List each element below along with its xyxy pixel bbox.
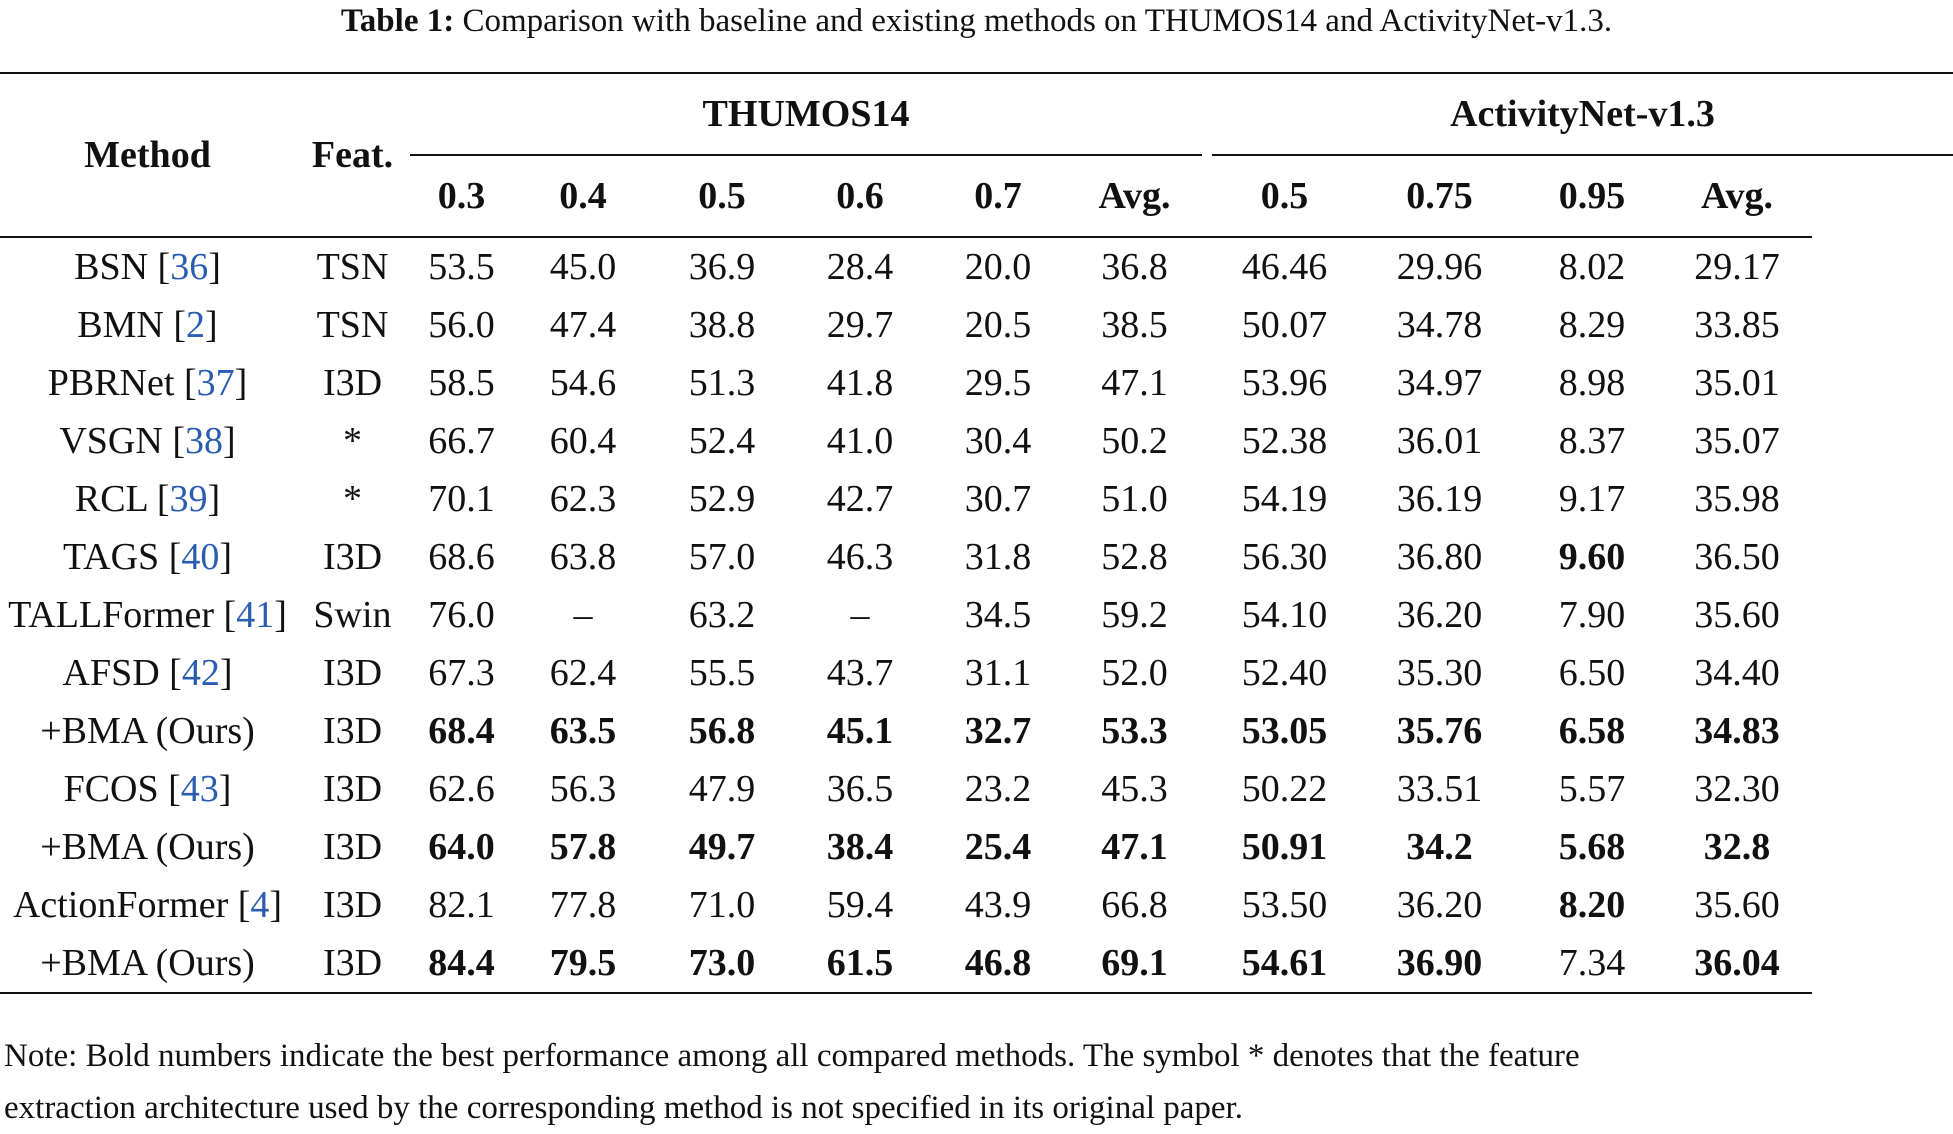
method-cell: TALLFormer [41] xyxy=(8,594,287,636)
method-name: TALLFormer xyxy=(8,594,215,636)
thumos-value-cell: 45.0 xyxy=(549,246,617,288)
thumos-value-cell: 45.1 xyxy=(826,710,894,752)
anet-value-cell: 8.29 xyxy=(1558,304,1626,346)
anet-value-cell: 36.80 xyxy=(1396,536,1483,578)
feature-cell: I3D xyxy=(295,934,410,993)
thumos-value-cell: 54.6 xyxy=(549,362,617,404)
thumos-value-cell: 36.8 xyxy=(1101,246,1168,288)
thumos-value-cell: 69.1 xyxy=(1067,934,1202,993)
table-row xyxy=(0,702,1953,760)
method-name: BSN xyxy=(74,246,149,288)
column-gap xyxy=(1202,644,1212,702)
thumos-value-cell: 29.5 xyxy=(964,362,1032,404)
thumos-value-cell: 36.5 xyxy=(826,768,894,810)
method-name: BMN xyxy=(77,304,164,346)
thumos-value-cell: – xyxy=(573,594,593,636)
anet-value-cell: 8.20 xyxy=(1558,884,1626,926)
method-cell: FCOS [43] xyxy=(63,768,232,810)
anet-value-cell: 36.50 xyxy=(1694,536,1780,578)
thumos-value-cell: – xyxy=(850,594,870,636)
method-cell: ActionFormer [4] xyxy=(12,884,283,926)
anet-value-cell: 7.34 xyxy=(1522,934,1662,993)
anet-value-cell: 46.46 xyxy=(1241,246,1328,288)
feature-cell: I3D xyxy=(322,652,383,694)
anet-value-cell: 29.17 xyxy=(1694,246,1780,288)
header-thumos-col: 0.6 xyxy=(791,155,929,237)
thumos-value-cell: 47.1 xyxy=(1101,826,1168,868)
header-thumos-col: 0.5 xyxy=(653,155,791,237)
feature-cell: TSN xyxy=(316,304,389,346)
method-name: +BMA (Ours) xyxy=(40,710,255,752)
thumos-value-cell: 42.7 xyxy=(826,478,894,520)
feature-cell: * xyxy=(343,478,362,520)
column-gap xyxy=(1202,586,1212,644)
thumos-value-cell: 47.9 xyxy=(688,768,756,810)
thumos-value-cell: 61.5 xyxy=(791,934,929,993)
anet-value-cell: 54.61 xyxy=(1212,934,1357,993)
thumos-value-cell: 62.4 xyxy=(549,652,617,694)
method-cell: RCL [39] xyxy=(74,478,221,520)
column-gap xyxy=(1202,760,1212,818)
anet-value-cell: 32.30 xyxy=(1694,768,1780,810)
caption-label: Table 1: xyxy=(340,3,455,39)
thumos-value-cell: 60.4 xyxy=(549,420,617,462)
citation-link[interactable]: 42 xyxy=(181,652,220,694)
method-name: +BMA (Ours) xyxy=(40,942,255,984)
thumos-value-cell: 57.0 xyxy=(688,536,756,578)
thumos-value-cell: 52.4 xyxy=(688,420,756,462)
column-gap xyxy=(1202,528,1212,586)
method-cell xyxy=(0,934,295,993)
method-name: FCOS xyxy=(63,768,159,810)
column-gap xyxy=(1202,876,1212,934)
anet-value-cell: 35.98 xyxy=(1694,478,1780,520)
thumos-value-cell: 29.7 xyxy=(826,304,894,346)
anet-value-cell: 5.68 xyxy=(1558,826,1626,868)
thumos-value-cell: 84.4 xyxy=(410,934,513,993)
anet-value-cell: 50.07 xyxy=(1241,304,1328,346)
anet-value-cell: 53.05 xyxy=(1241,710,1328,752)
table-note xyxy=(4,1030,1949,1134)
table-row xyxy=(0,470,1953,528)
feature-cell: I3D xyxy=(322,710,383,752)
column-gap xyxy=(1202,354,1212,412)
thumos-value-cell: 56.8 xyxy=(688,710,756,752)
column-gap xyxy=(1202,702,1212,760)
anet-value-cell: 36.20 xyxy=(1396,594,1483,636)
thumos-value-cell: 52.8 xyxy=(1101,536,1168,578)
note-line-1: Note: Bold numbers indicate the best performance among all compared methods. The symbol * denotes that the feature xyxy=(4,1038,1580,1074)
column-gap xyxy=(1202,296,1212,354)
column-gap xyxy=(1202,470,1212,528)
citation-link[interactable]: 2 xyxy=(186,304,206,346)
method-cell xyxy=(0,818,295,876)
header-thumos-col: 0.4 xyxy=(513,155,653,237)
citation-link[interactable]: 36 xyxy=(170,246,209,288)
table-row xyxy=(0,586,1953,644)
feature-cell: TSN xyxy=(316,246,389,288)
thumos-value-cell: 53.5 xyxy=(428,246,495,288)
thumos-value-cell: 59.4 xyxy=(826,884,894,926)
results-table xyxy=(0,72,1953,994)
thumos-value-cell: 43.9 xyxy=(964,884,1032,926)
feature-cell: I3D xyxy=(322,884,383,926)
feature-cell: * xyxy=(343,420,362,462)
thumos-value-cell: 47.4 xyxy=(549,304,617,346)
thumos-value-cell: 57.8 xyxy=(549,826,617,868)
anet-value-cell: 7.90 xyxy=(1558,594,1626,636)
anet-value-cell: 36.19 xyxy=(1396,478,1483,520)
method-cell xyxy=(0,702,295,760)
thumos-value-cell: 38.5 xyxy=(1101,304,1168,346)
thumos-value-cell: 28.4 xyxy=(826,246,894,288)
table-row xyxy=(0,876,1953,934)
anet-value-cell: 6.58 xyxy=(1558,710,1626,752)
anet-value-cell: 35.76 xyxy=(1396,710,1483,752)
thumos-value-cell: 71.0 xyxy=(688,884,756,926)
thumos-value-cell: 32.7 xyxy=(964,710,1032,752)
thumos-value-cell: 20.5 xyxy=(964,304,1032,346)
anet-value-cell: 50.91 xyxy=(1241,826,1328,868)
anet-value-cell: 36.20 xyxy=(1396,884,1483,926)
citation-link[interactable]: 4 xyxy=(250,884,270,926)
table-caption xyxy=(0,0,1953,42)
anet-value-cell: 29.96 xyxy=(1396,246,1483,288)
thumos-value-cell: 46.3 xyxy=(826,536,894,578)
thumos-value-cell: 55.5 xyxy=(688,652,756,694)
thumos-value-cell: 82.1 xyxy=(428,884,495,926)
anet-value-cell: 33.51 xyxy=(1396,768,1483,810)
method-name: AFSD xyxy=(62,652,160,694)
feature-cell: Swin xyxy=(313,594,392,636)
header-anet-col: 0.5 xyxy=(1212,155,1357,237)
anet-value-cell: 54.10 xyxy=(1241,594,1328,636)
thumos-value-cell: 66.7 xyxy=(428,420,495,462)
thumos-value-cell: 52.0 xyxy=(1101,652,1168,694)
header-thumos-col: Avg. xyxy=(1067,155,1202,237)
anet-value-cell: 8.02 xyxy=(1558,246,1626,288)
citation-link[interactable]: 40 xyxy=(181,536,220,578)
anet-value-cell: 52.38 xyxy=(1241,420,1328,462)
header-group-activitynet: ActivityNet-v1.3 xyxy=(1212,73,1953,155)
table-body xyxy=(0,237,1953,993)
thumos-value-cell: 20.0 xyxy=(964,246,1032,288)
header-group-thumos14: THUMOS14 xyxy=(410,73,1202,155)
thumos-value-cell: 38.8 xyxy=(688,304,756,346)
thumos-value-cell: 63.2 xyxy=(688,594,756,636)
thumos-value-cell: 67.3 xyxy=(428,652,495,694)
thumos-value-cell: 51.3 xyxy=(688,362,756,404)
anet-value-cell: 54.19 xyxy=(1241,478,1328,520)
anet-value-cell: 35.01 xyxy=(1694,362,1780,404)
anet-value-cell: 56.30 xyxy=(1241,536,1328,578)
anet-value-cell: 5.57 xyxy=(1558,768,1626,810)
anet-value-cell: 35.30 xyxy=(1396,652,1483,694)
method-cell: AFSD [42] xyxy=(62,652,233,694)
thumos-value-cell: 73.0 xyxy=(653,934,791,993)
anet-value-cell: 34.2 xyxy=(1406,826,1473,868)
anet-value-cell: 53.96 xyxy=(1241,362,1328,404)
table-row xyxy=(0,237,1953,296)
anet-value-cell: 34.83 xyxy=(1694,710,1780,752)
thumos-value-cell: 56.0 xyxy=(428,304,495,346)
method-cell: TAGS [40] xyxy=(63,536,232,578)
anet-value-cell: 32.8 xyxy=(1703,826,1771,868)
note-line-2: extraction architecture used by the corresponding method is not specified in its original paper. xyxy=(4,1090,1243,1126)
table-row xyxy=(0,354,1953,412)
thumos-value-cell: 49.7 xyxy=(688,826,756,868)
thumos-value-cell: 31.8 xyxy=(964,536,1032,578)
method-name: RCL xyxy=(74,478,148,520)
method-cell: VSGN [38] xyxy=(59,420,236,462)
header-feat: Feat. xyxy=(295,73,410,237)
anet-value-cell: 35.07 xyxy=(1694,420,1780,462)
thumos-value-cell: 63.8 xyxy=(549,536,617,578)
anet-value-cell: 52.40 xyxy=(1241,652,1328,694)
table-row xyxy=(0,528,1953,586)
column-gap xyxy=(1202,934,1212,993)
anet-value-cell: 35.60 xyxy=(1694,884,1780,926)
anet-value-cell: 9.17 xyxy=(1558,478,1626,520)
feature-cell: I3D xyxy=(322,362,383,404)
method-name: +BMA (Ours) xyxy=(40,826,255,868)
column-gap xyxy=(1202,237,1212,296)
table-row xyxy=(0,296,1953,354)
thumos-value-cell: 41.8 xyxy=(826,362,894,404)
thumos-value-cell: 43.7 xyxy=(826,652,894,694)
table-row xyxy=(0,934,1953,993)
anet-value-cell: 50.22 xyxy=(1241,768,1328,810)
column-gap xyxy=(1202,412,1212,470)
thumos-value-cell: 63.5 xyxy=(549,710,617,752)
header-thumos-col: 0.7 xyxy=(929,155,1067,237)
anet-value-cell: 34.78 xyxy=(1396,304,1483,346)
thumos-value-cell: 30.7 xyxy=(964,478,1032,520)
method-cell: BSN [36] xyxy=(74,246,221,288)
thumos-value-cell: 47.1 xyxy=(1101,362,1168,404)
column-gap xyxy=(1202,818,1212,876)
thumos-value-cell: 31.1 xyxy=(964,652,1032,694)
thumos-value-cell: 25.4 xyxy=(964,826,1032,868)
thumos-value-cell: 53.3 xyxy=(1101,710,1168,752)
thumos-value-cell: 70.1 xyxy=(428,478,495,520)
method-name: TAGS xyxy=(63,536,160,578)
thumos-value-cell: 64.0 xyxy=(428,826,495,868)
table-row xyxy=(0,644,1953,702)
method-name: PBRNet xyxy=(47,362,175,404)
feature-cell: I3D xyxy=(322,536,383,578)
anet-value-cell: 36.04 xyxy=(1662,934,1812,993)
thumos-value-cell: 56.3 xyxy=(549,768,617,810)
table-row xyxy=(0,412,1953,470)
thumos-value-cell: 68.4 xyxy=(428,710,495,752)
thumos-value-cell: 68.6 xyxy=(428,536,495,578)
caption-text: Comparison with baseline and existing methods on THUMOS14 and ActivityNet-v1.3. xyxy=(462,3,1613,39)
thumos-value-cell: 50.2 xyxy=(1101,420,1168,462)
method-cell: BMN [2] xyxy=(77,304,218,346)
thumos-value-cell: 76.0 xyxy=(428,594,495,636)
method-name: VSGN xyxy=(59,420,163,462)
thumos-value-cell: 41.0 xyxy=(826,420,894,462)
table-row xyxy=(0,760,1953,818)
anet-value-cell: 36.01 xyxy=(1396,420,1483,462)
anet-value-cell: 53.50 xyxy=(1241,884,1328,926)
anet-value-cell: 8.37 xyxy=(1558,420,1626,462)
thumos-value-cell: 52.9 xyxy=(688,478,756,520)
anet-value-cell: 34.97 xyxy=(1396,362,1483,404)
header-anet-col: 0.75 xyxy=(1357,155,1522,237)
header-gap xyxy=(1202,73,1212,155)
citation-link[interactable]: 39 xyxy=(169,478,208,520)
thumos-value-cell: 30.4 xyxy=(964,420,1032,462)
feature-cell: I3D xyxy=(322,826,383,868)
anet-value-cell: 35.60 xyxy=(1694,594,1780,636)
thumos-value-cell: 38.4 xyxy=(826,826,894,868)
anet-value-cell: 6.50 xyxy=(1558,652,1626,694)
thumos-value-cell: 34.5 xyxy=(964,594,1032,636)
thumos-value-cell: 58.5 xyxy=(428,362,495,404)
thumos-value-cell: 66.8 xyxy=(1101,884,1168,926)
anet-value-cell: 8.98 xyxy=(1558,362,1626,404)
header-anet-col: 0.95 xyxy=(1522,155,1662,237)
anet-value-cell: 36.90 xyxy=(1357,934,1522,993)
thumos-value-cell: 36.9 xyxy=(688,246,756,288)
header-method: Method xyxy=(0,73,295,237)
thumos-value-cell: 62.3 xyxy=(549,478,617,520)
citation-link[interactable]: 38 xyxy=(184,420,223,462)
thumos-value-cell: 62.6 xyxy=(428,768,495,810)
citation-link[interactable]: 37 xyxy=(196,362,235,404)
thumos-value-cell: 59.2 xyxy=(1101,594,1168,636)
header-gap xyxy=(1202,155,1212,237)
thumos-value-cell: 77.8 xyxy=(549,884,617,926)
header-thumos-col: 0.3 xyxy=(410,155,513,237)
citation-link[interactable]: 43 xyxy=(180,768,219,810)
anet-value-cell: 33.85 xyxy=(1694,304,1780,346)
thumos-value-cell: 51.0 xyxy=(1101,478,1168,520)
anet-value-cell: 9.60 xyxy=(1558,536,1626,578)
table-row xyxy=(0,818,1953,876)
method-name: ActionFormer xyxy=(12,884,229,926)
anet-value-cell: 34.40 xyxy=(1694,652,1780,694)
header-anet-col: Avg. xyxy=(1662,155,1812,237)
feature-cell: I3D xyxy=(322,768,383,810)
thumos-value-cell: 45.3 xyxy=(1101,768,1168,810)
thumos-value-cell: 46.8 xyxy=(929,934,1067,993)
thumos-value-cell: 23.2 xyxy=(964,768,1032,810)
method-cell: PBRNet [37] xyxy=(47,362,248,404)
citation-link[interactable]: 41 xyxy=(236,594,275,636)
thumos-value-cell: 79.5 xyxy=(513,934,653,993)
